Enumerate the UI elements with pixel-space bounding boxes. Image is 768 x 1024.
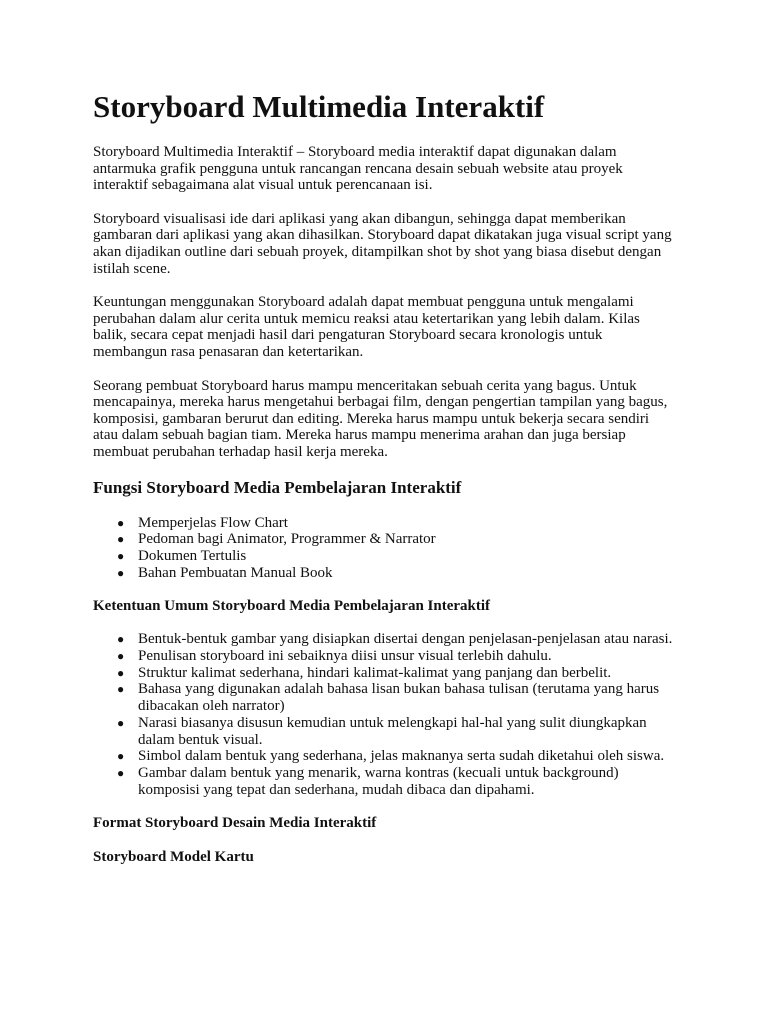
ketentuan-list [93,631,673,798]
intro-paragraph: Storyboard Multimedia Interaktif – Storyboard media interaktif dapat digunakan dalam antarmuka grafik pengguna untuk rancangan rencana desain sebuah website atau proyek interaktif sebagaimana alat visual untuk perencanaan isi. [93,144,623,194]
list-item [93,631,673,648]
bullet-icon: ● [117,632,125,647]
list-item [93,765,673,798]
fungsi-heading: Fungsi Storyboard Media Pembelajaran Interaktif [93,477,462,497]
list-item-text: Struktur kalimat sederhana, hindari kalimat-kalimat yang panjang dan berbelit. [138,664,612,681]
keuntungan-paragraph: Keuntungan menggunakan Storyboard adalah dapat membuat pengguna untuk mengalami perubahan dalam alur cerita untuk memicu reaksi atau ketertarikan yang lebih dalam. Kilas balik, secara cepat menjadi hasil dari pengaturan Storyboard secara kronologis untuk membangun rasa penasaran dan ketertarikan. [93,294,640,360]
list-item [93,565,673,582]
list-item [93,531,673,548]
list-item-text: Simbol dalam bentuk yang sederhana, jelas maknanya serta sudah diketahui oleh siswa. [138,748,665,765]
bullet-icon: ● [117,765,125,780]
model-kartu-heading: Storyboard Model Kartu [93,849,254,866]
list-item-text: Bahasa yang digunakan adalah bahasa lisan bukan bahasa tulisan (terutama yang harus dibacakan oleh narrator) [138,681,660,715]
list-item [93,748,673,765]
list-item-text: Dokumen Tertulis [138,547,247,564]
list-item [93,665,673,682]
list-item [93,715,673,748]
format-heading: Format Storyboard Desain Media Interaktif [93,815,377,832]
bullet-icon: ● [117,715,125,730]
bullet-icon: ● [117,749,125,764]
ketentuan-heading: Ketentuan Umum Storyboard Media Pembelajaran Interaktif [93,598,491,615]
list-item-text: Pedoman bagi Animator, Programmer & Narrator [138,531,436,548]
list-item [93,515,673,532]
list-item [93,548,673,565]
list-item-text: Memperjelas Flow Chart [138,514,288,531]
bullet-icon: ● [117,682,125,697]
bullet-icon: ● [117,565,125,580]
fungsi-list [93,515,673,582]
bullet-icon: ● [117,515,125,530]
page-title: Storyboard Multimedia Interaktif [93,89,545,124]
list-item-text: Bentuk-bentuk gambar yang disiapkan disertai dengan penjelasan-penjelasan atau narasi. [138,631,673,648]
list-item-text: Narasi biasanya disusun kemudian untuk melengkapi hal-hal yang sulit diungkapkan dalam bentuk visual. [138,714,647,748]
bullet-icon: ● [117,548,125,563]
list-item-text: Bahan Pembuatan Manual Book [138,564,333,581]
bullet-icon: ● [117,665,125,680]
list-item-text: Gambar dalam bentuk yang menarik, warna kontras (kecuali untuk background) komposisi yang tepat dan sederhana, mudah dibaca dan dipahami. [138,764,619,798]
bullet-icon: ● [117,532,125,547]
list-item-text: Penulisan storyboard ini sebaiknya diisi unsur visual terlebih dahulu. [138,648,552,665]
pembuat-paragraph: Seorang pembuat Storyboard harus mampu menceritakan sebuah cerita yang bagus. Untuk mencapainya, mereka harus mengetahui berbagai film, dengan pengertian tampilan yang bagus, komposisi, gambaran berurut dan editing. Mereka harus mampu untuk bekerja secara sendiri atau dalam sebuah bagian tiam. Mereka harus mampu menerima arahan dan juga bersiap membuat perubahan terhadap hasil kerja mereka. [93,377,668,460]
visualisasi-paragraph: Storyboard visualisasi ide dari aplikasi yang akan dibangun, sehingga dapat memberikan gambaran dari aplikasi yang akan dihasilkan. Storyboard dapat dikatakan juga visual script yang akan dijadikan outline dari sebuah proyek, ditampilkan shot by shot yang biasa disebut dengan istilah scene. [93,210,672,277]
bullet-icon: ● [117,649,125,664]
document-content [93,88,673,882]
list-item [93,681,673,714]
list-item [93,648,673,665]
